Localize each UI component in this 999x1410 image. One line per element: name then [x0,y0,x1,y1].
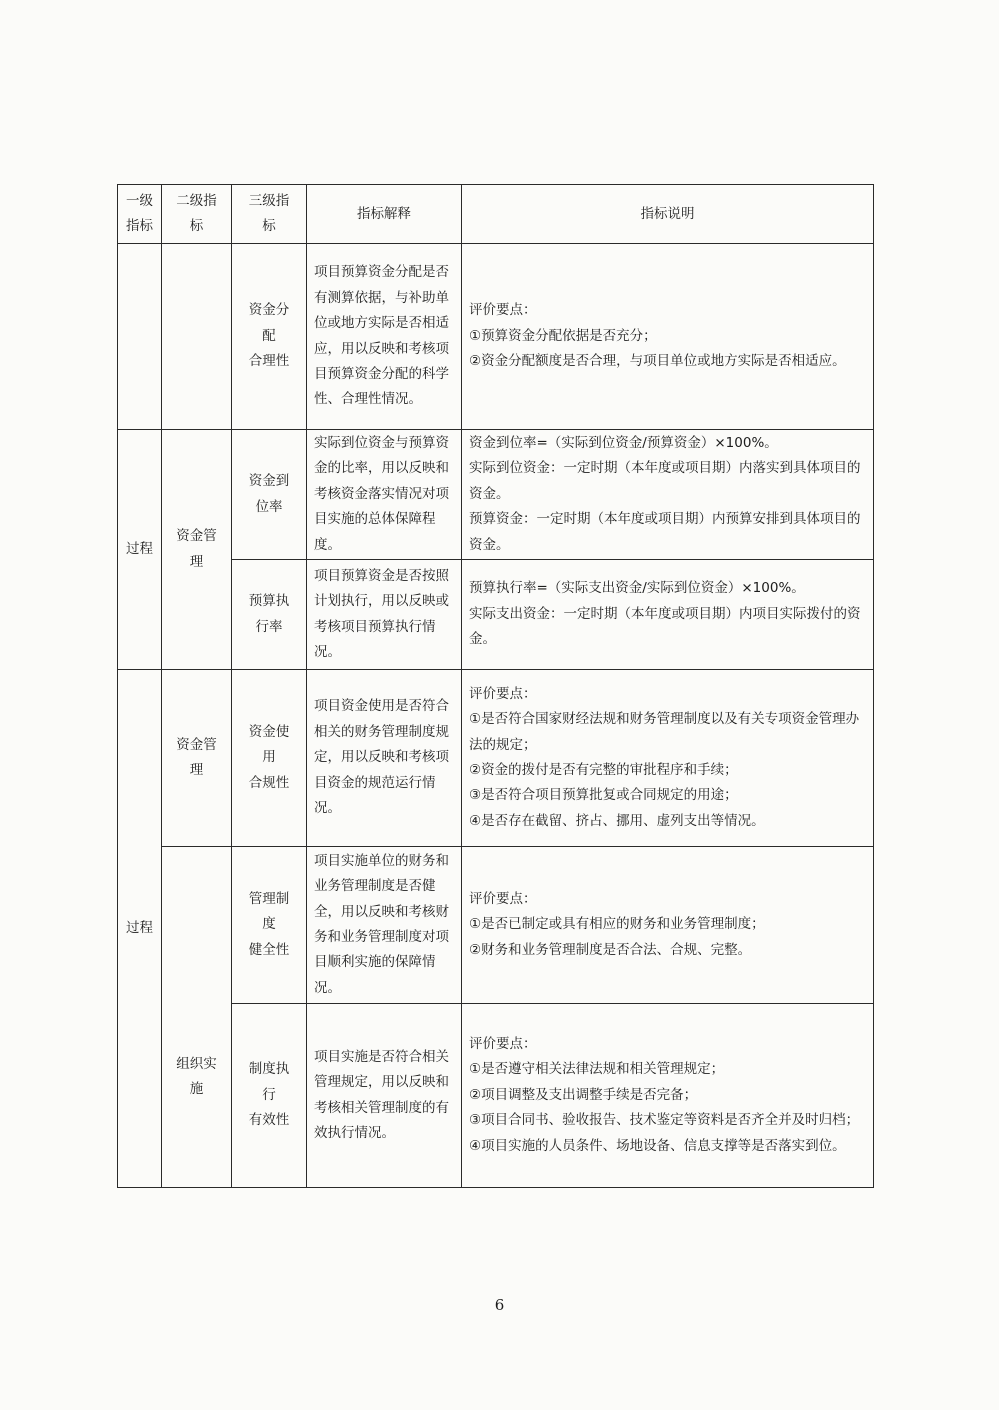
performance-index-table [117,184,874,1188]
table-row [118,430,874,560]
cell-text-line: 合规性 [248,774,290,791]
cell-text-line: 标 [262,218,276,234]
interpretation-cell: 项目预算资金是否按照计划执行，用以反映或考核项目预算执行情况。 [307,560,462,670]
description-cell [462,560,874,670]
table-row [118,244,874,430]
cell-text-line: 合理性 [248,353,290,370]
description-line: ①预算资金分配依据是否充分； [469,327,657,344]
description-line: 评价要点： [469,302,537,319]
level2-empty [162,244,232,430]
cell-text-line: 行率 [255,618,283,635]
interpretation-cell: 项目资金使用是否符合相关的财务管理制度规定，用以反映和考核项目资金的规范运行情况。 [307,670,462,847]
cell-text-line: 健全性 [248,941,290,958]
description-line: 预算资金：一定时期（本年度或项目期）内预算安排到具体项目的资金。 [469,511,861,553]
level2-cell [162,430,232,670]
description-line: ②财务和业务管理制度是否合法、合规、完整。 [469,941,752,958]
description-line: ④是否存在截留、挤占、挪用、虚列支出等情况。 [469,812,765,829]
description-line: ②资金的拨付是否有完整的审批程序和手续； [469,762,738,778]
description-line: ②项目调整及支出调整手续是否完备； [469,1086,698,1103]
description-line: ④项目实施的人员条件、场地设备、信息支撑等是否落实到位。 [469,1137,846,1154]
cell-text-line: 资金到 [248,473,290,490]
interpretation-cell: 项目实施是否符合相关管理规定，用以反映和考核相关管理制度的有效执行情况。 [307,1004,462,1188]
description-line: 预算执行率=（实际支出资金/实际到位资金）×100%。 [469,580,805,597]
description-line: 评价要点： [469,1035,537,1052]
cell-text-line: 二级指 [176,193,217,209]
level1-cell: 过程 [118,430,162,670]
description-line: 资金到位率=（实际到位资金/预算资金）×100%。 [469,434,778,451]
cell-text-line: 指标 [126,218,153,234]
cell-text-line: 位率 [255,498,283,515]
level3-cell [232,560,307,670]
description-cell [462,430,874,560]
cell-text-line: 施 [189,1081,204,1097]
cell-text-line: 度 [262,916,276,933]
cell-text-line: 预算执 [248,593,290,610]
cell-text-line: 资金管 [176,736,217,753]
description-line: ③项目合同书、验收报告、技术鉴定等资料是否齐全并及时归档； [469,1112,860,1129]
cell-text-line: 用 [262,749,276,766]
level3-cell [232,1004,307,1188]
cell-text-line: 理 [189,762,204,778]
level2-cell [162,847,232,1188]
header-interpretation: 指标解释 [307,185,462,244]
description-line: 评价要点： [469,685,537,702]
header-row [118,185,874,244]
description-cell [462,847,874,1004]
description-cell [462,670,874,847]
header-level3 [232,185,307,244]
interpretation-cell: 实际到位资金与预算资金的比率，用以反映和考核资金落实情况对项目实施的总体保障程度。 [307,430,462,560]
header-level2 [162,185,232,244]
table-row [118,670,874,847]
description-line: ①是否遵守相关法律法规和相关管理规定； [469,1061,725,1078]
cell-text-line: 一级 [126,193,153,209]
header-level1 [118,185,162,244]
cell-text-line: 理 [189,553,204,570]
description-cell [462,1004,874,1188]
cell-text-line: 三级指 [248,193,290,209]
description-line: ①是否已制定或具有相应的财务和业务管理制度； [469,916,765,933]
cell-text-line: 组织实 [176,1055,217,1072]
cell-text-line: 制度执 [248,1061,290,1078]
description-line: 评价要点： [469,890,537,907]
level1-cell: 过程 [118,670,162,1188]
description-cell [462,244,874,430]
cell-text-line: 资金使 [248,723,290,740]
header-description: 指标说明 [462,185,874,244]
cell-text-line: 管理制 [248,890,290,907]
table-row [118,847,874,1004]
table-row [118,1004,874,1188]
level3-cell [232,244,307,430]
level3-cell [232,847,307,1004]
cell-text-line: 标 [189,218,204,234]
level3-cell [232,670,307,847]
cell-text-line: 行 [262,1086,276,1103]
description-line: ①是否符合国家财经法规和财务管理制度以及有关专项资金管理办法的规定； [469,711,860,753]
table-row [118,560,874,670]
page-number: 6 [494,1296,505,1314]
description-line: ③是否符合项目预算批复或合同规定的用途； [469,787,738,804]
cell-text-line: 资金管 [176,528,217,545]
interpretation-cell: 项目预算资金分配是否有测算依据，与补助单位或地方实际是否相适应，用以反映和考核项目预算资金分配的科学性、合理性情况。 [307,244,462,430]
description-line: ②资金分配额度是否合理，与项目单位或地方实际是否相适应。 [469,353,846,370]
cell-text-line: 资金分 [248,302,290,319]
interpretation-cell: 项目实施单位的财务和业务管理制度是否健全，用以反映和考核财务和业务管理制度对项目顺利实施的保障情况。 [307,847,462,1004]
description-line: 实际支出资金：一定时期（本年度或项目期）内项目实际拨付的资金。 [469,605,861,648]
cell-text-line: 有效性 [248,1112,290,1129]
level1-empty [118,244,162,430]
cell-text-line: 配 [262,327,276,344]
description-line: 实际到位资金：一定时期（本年度或项目期）内落实到具体项目的资金。 [469,460,861,502]
level2-cell [162,670,232,847]
level3-cell [232,430,307,560]
